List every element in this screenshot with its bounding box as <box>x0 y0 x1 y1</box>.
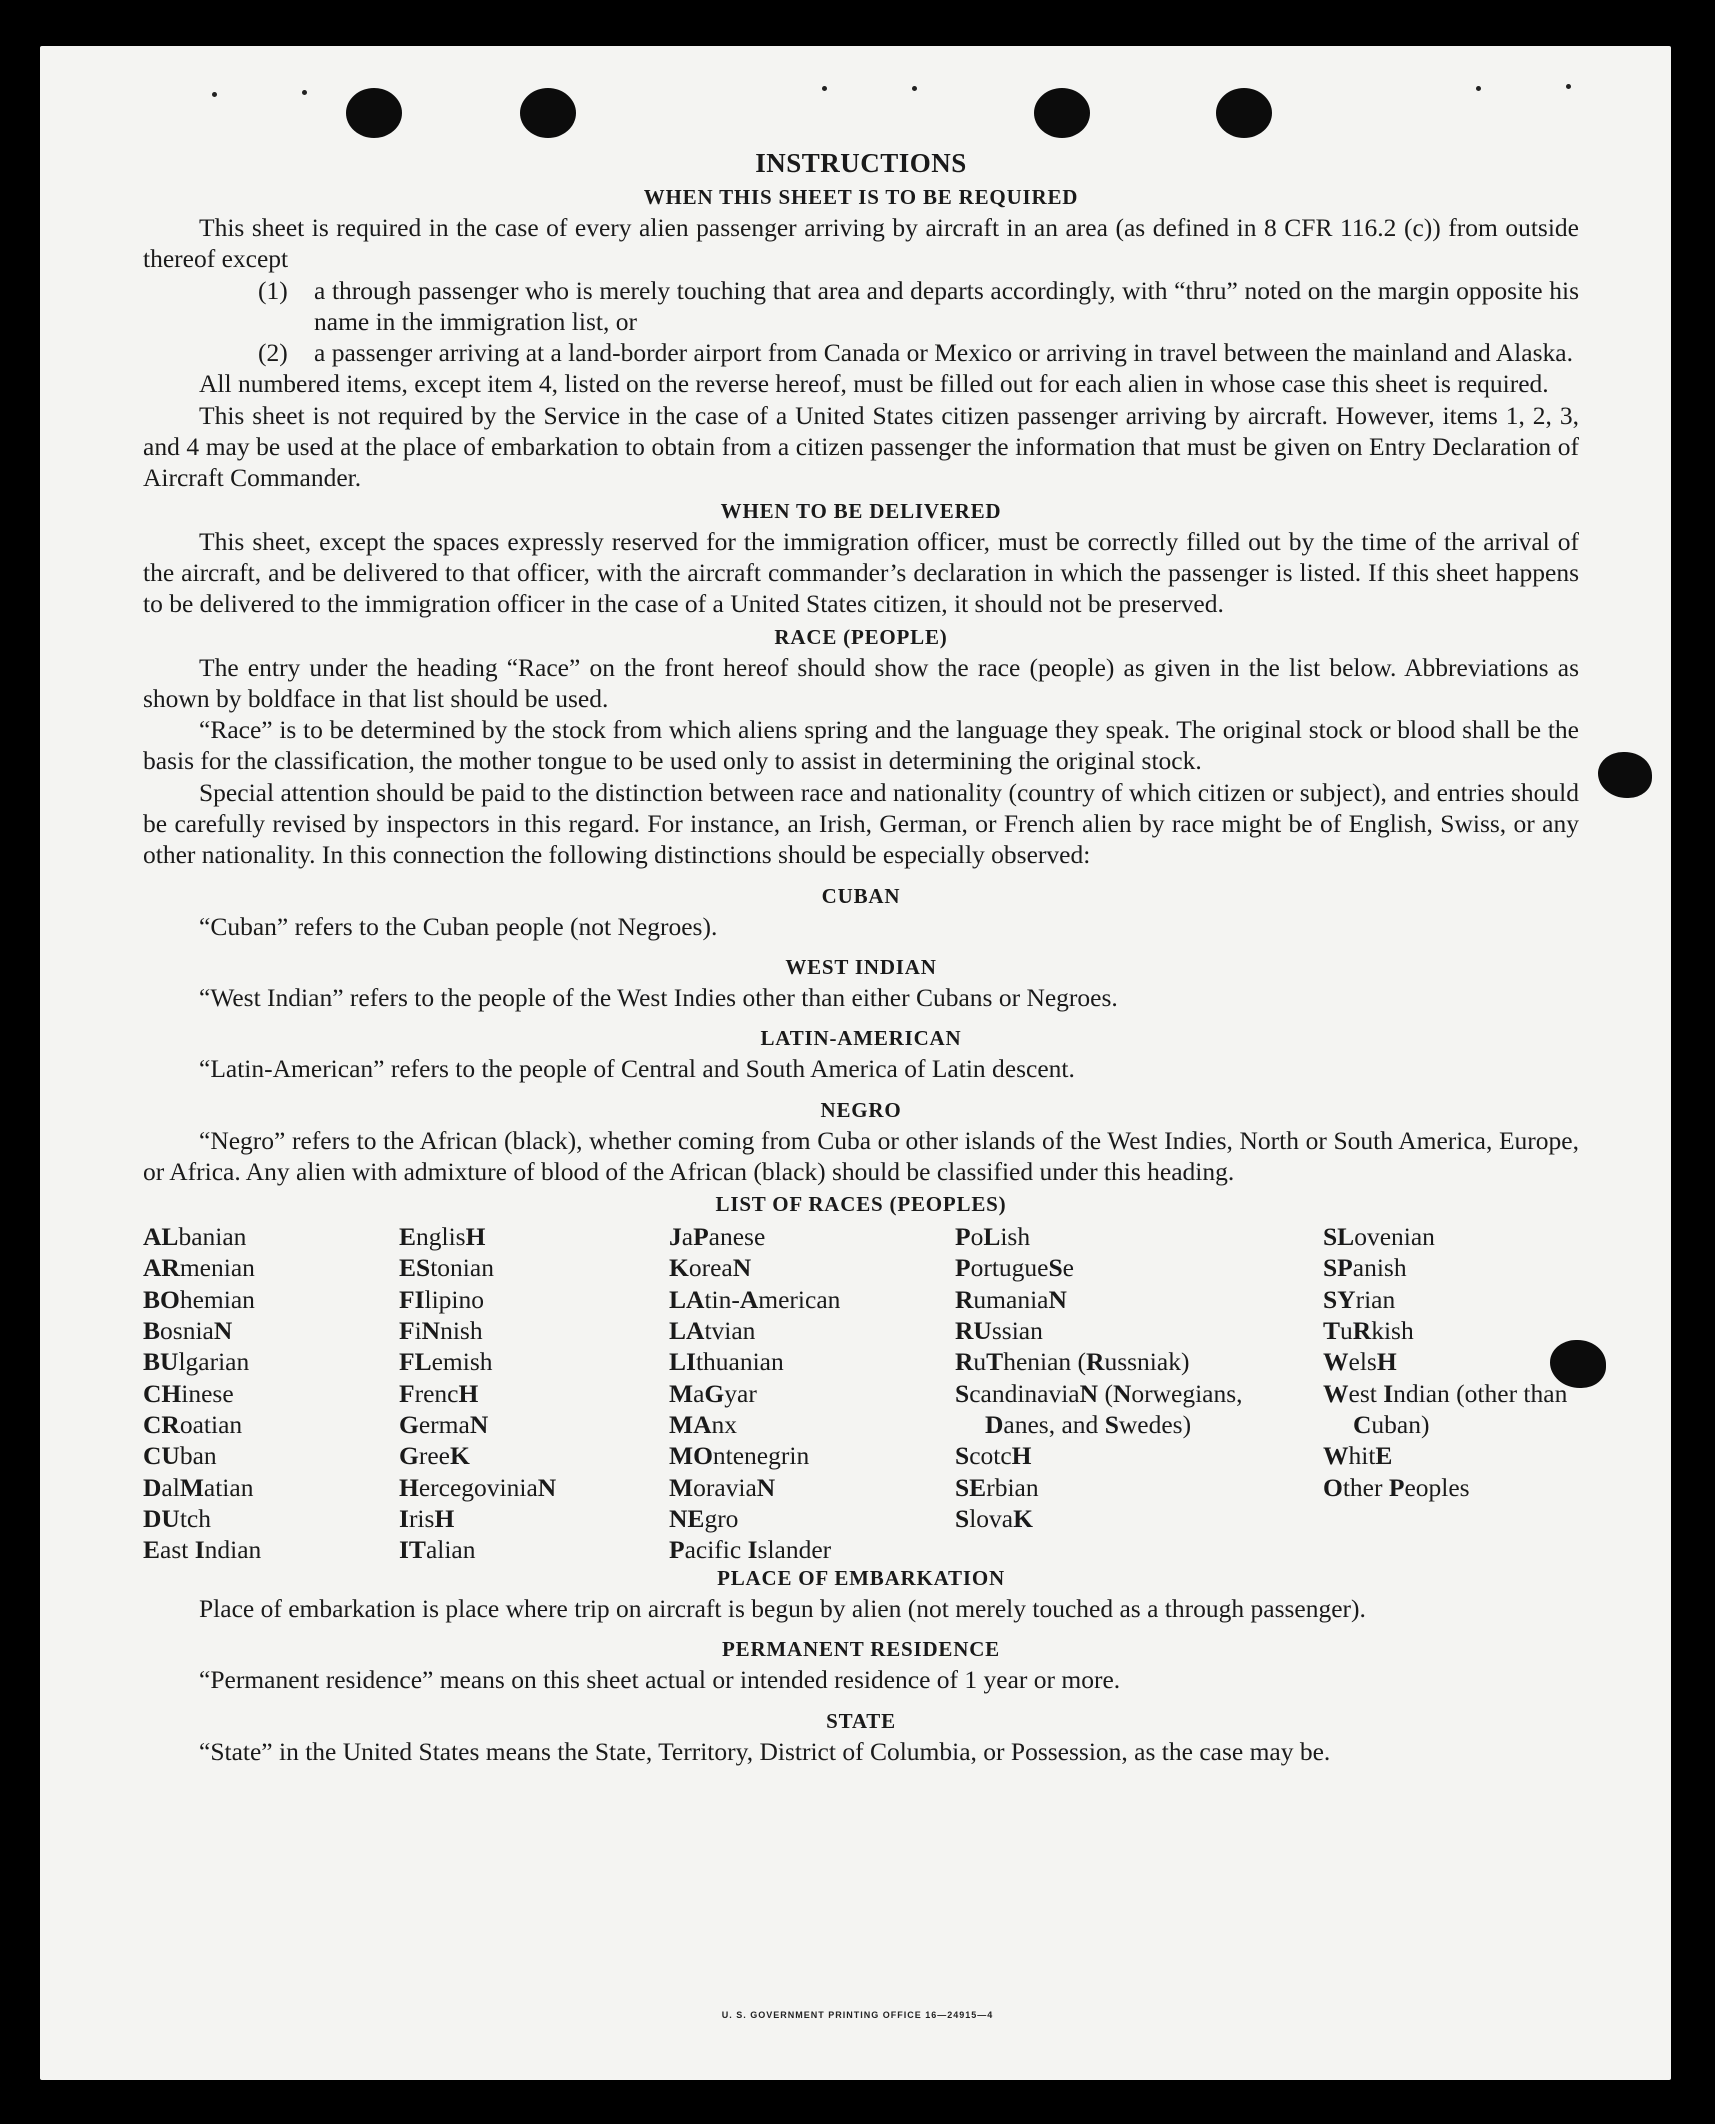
race-entry: ALbanian <box>143 1222 247 1252</box>
speck <box>1566 84 1571 89</box>
speck <box>822 86 827 91</box>
race-entry: ARmenian <box>143 1253 255 1283</box>
race-entry: RuThenian (Russniak) <box>955 1347 1190 1377</box>
race-entry: TuRkish <box>1323 1316 1414 1346</box>
page-title: INSTRUCTIONS <box>755 148 967 178</box>
speck <box>912 86 917 91</box>
punch-hole <box>1216 88 1272 138</box>
paragraph: The entry under the heading “Race” on the front hereof should show the race (people) as given in the list below. Abbreviations as shown by boldface in that list should be used. <box>143 652 1579 713</box>
race-entry: MoraviaN <box>669 1472 776 1502</box>
paragraph: All numbered items, except item 4, listed on the reverse hereof, must be filled out for each alien in whose case this sheet is required. <box>199 369 1549 399</box>
race-entry: LIthuanian <box>669 1347 784 1377</box>
race-entry: KoreaN <box>669 1253 752 1283</box>
race-column <box>955 1221 1255 1534</box>
instructions-content <box>143 146 1579 1767</box>
speck <box>1476 86 1481 91</box>
race-entry: SlovaK <box>955 1503 1033 1533</box>
race-entry: CRoatian <box>143 1409 243 1439</box>
section-heading-when-delivered: WHEN TO BE DELIVERED <box>720 498 1002 523</box>
race-entry: SPanish <box>1323 1253 1407 1283</box>
section-heading-cuban: CUBAN <box>821 883 901 908</box>
race-entry: West Indian (other than Cuban) <box>1323 1378 1568 1439</box>
paragraph: “Permanent residence” means on this sheet actual or intended residence of 1 year or more. <box>199 1665 1121 1695</box>
race-entry: SLovenian <box>1323 1222 1435 1252</box>
list-number: (1) <box>258 275 288 305</box>
race-entry: JaPanese <box>669 1222 766 1252</box>
paragraph: This sheet, except the spaces expressly reserved for the immigration officer, must be correctly filled out by the time of the arrival of the aircraft, and be delivered to that officer, with the aircraft commander’s declaration in which the passenger is listed. If this sheet happens to be delivered to the immigration officer in the case of a United States citizen, it should not be preserved. <box>143 526 1579 619</box>
race-entry: BOhemian <box>143 1284 255 1314</box>
list-item <box>143 337 1579 368</box>
race-entry: CHinese <box>143 1378 234 1408</box>
race-entry: MaGyar <box>669 1378 757 1408</box>
speck <box>302 90 307 95</box>
race-entry: ScotcH <box>955 1441 1032 1471</box>
race-entry: PoLish <box>955 1222 1031 1252</box>
paragraph: This sheet is not required by the Service in the case of a United States citizen passenger arriving by aircraft. However, items 1, 2, 3, and 4 may be used at the place of embarkation to obtain from a citizen passenger the information that must be given on Entry Declaration of Aircraft Commander. <box>143 400 1579 493</box>
race-entry: FIlipino <box>399 1284 485 1314</box>
race-entry: MOntenegrin <box>669 1441 810 1471</box>
paragraph: “Latin-American” refers to the people of Central and South America of Latin descent. <box>199 1054 1075 1084</box>
printing-office-footer: U. S. GOVERNMENT PRINTING OFFICE 16—24915—4 <box>721 2010 994 2020</box>
race-entry: DalMatian <box>143 1472 254 1502</box>
section-heading-race: RACE (PEOPLE) <box>774 624 948 649</box>
race-entry: BUlgarian <box>143 1347 250 1377</box>
list-item <box>143 275 1579 338</box>
section-heading-latin-american: LATIN-AMERICAN <box>760 1026 962 1051</box>
race-entry: PortugueSe <box>955 1253 1074 1283</box>
section-heading-list-of-races: LIST OF RACES (PEOPLES) <box>715 1192 1007 1217</box>
race-entry: ITalian <box>399 1535 476 1565</box>
paragraph: This sheet is required in the case of every alien passenger arriving by aircraft in an area (as defined in 8 CFR 116.2 (c)) from outside thereof except <box>143 213 1579 274</box>
punch-hole <box>520 88 576 138</box>
race-entry: FLemish <box>399 1347 493 1377</box>
race-entry: EStonian <box>399 1253 494 1283</box>
race-entry: GermaN <box>399 1409 489 1439</box>
race-column <box>669 1221 929 1565</box>
race-entry: HercegoviniaN <box>399 1472 557 1502</box>
section-heading-when-required: WHEN THIS SHEET IS TO BE REQUIRED <box>643 185 1079 209</box>
race-entry: MAnx <box>669 1409 737 1439</box>
race-entry: BosniaN <box>143 1316 233 1346</box>
race-entry: EnglisH <box>399 1222 486 1252</box>
race-entry: SYrian <box>1323 1284 1396 1314</box>
race-entry: RUssian <box>955 1316 1043 1346</box>
race-entry: DUtch <box>143 1503 211 1533</box>
race-entry: NEgro <box>669 1503 739 1533</box>
race-entry: Other Peoples <box>1323 1472 1470 1502</box>
paragraph: “State” in the United States means the State, Territory, District of Columbia, or Possession, as the case may be. <box>199 1736 1331 1766</box>
race-entry: IrisH <box>399 1503 455 1533</box>
paragraph: “Race” is to be determined by the stock from which aliens spring and the language they speak. The original stock or blood shall be the basis for the classification, the mother tongue to be used only to assist in determining the original stock. <box>143 715 1579 776</box>
speck <box>212 92 217 97</box>
race-column <box>143 1221 383 1565</box>
list-number: (2) <box>258 338 288 368</box>
ink-blot <box>1598 752 1652 798</box>
race-entry: RumaniaN <box>955 1284 1067 1314</box>
list-text: a passenger arriving at a land-border airport from Canada or Mexico or arriving in travel between the mainland and Alaska. <box>314 338 1573 368</box>
punch-hole <box>346 88 402 138</box>
section-heading-permanent-residence: PERMANENT RESIDENCE <box>722 1637 1000 1662</box>
paragraph: “West Indian” refers to the people of the West Indies other than either Cubans or Negroes. <box>199 982 1118 1012</box>
paragraph: Special attention should be paid to the distinction between race and nationality (country of which citizen or subject), and entries should be carefully revised by inspectors in this regard. For instance, an Irish, German, or French alien by race might be of English, Swiss, or any other nationality. In this connection the following distinctions should be especially observed: <box>143 777 1579 870</box>
race-entry: GreeK <box>399 1441 470 1471</box>
paragraph: Place of embarkation is place where trip on aircraft is begun by alien (not merely touched as a through passenger). <box>199 1594 1366 1624</box>
race-entry: LAtvian <box>669 1316 756 1346</box>
section-heading-negro: NEGRO <box>820 1097 902 1122</box>
race-list <box>143 1221 1579 1565</box>
section-heading-state: STATE <box>826 1708 896 1733</box>
section-heading-place-of-embarkation: PLACE OF EMBARKATION <box>717 1566 1005 1591</box>
race-entry: FrencH <box>399 1378 479 1408</box>
section-heading-west-indian: WEST INDIAN <box>785 954 937 979</box>
list-text: a through passenger who is merely touching that area and departs accordingly, with “thru” noted on the margin opposite his name in the immigration list, or <box>314 275 1579 336</box>
paragraph: “Cuban” refers to the Cuban people (not Negroes). <box>199 911 718 941</box>
race-entry: ScandinaviaN (Norwegians, Danes, and Swedes) <box>955 1378 1243 1439</box>
race-entry: LAtin-American <box>669 1284 841 1314</box>
race-entry: SErbian <box>955 1472 1039 1502</box>
race-column <box>399 1221 649 1565</box>
race-entry: WelsH <box>1323 1347 1397 1377</box>
race-entry: CUban <box>143 1441 217 1471</box>
punch-hole <box>1034 88 1090 138</box>
paragraph: “Negro” refers to the African (black), whether coming from Cuba or other islands of the West Indies, North or South America, Europe, or Africa. Any alien with admixture of blood of the African (black) should be classified under this heading. <box>143 1125 1579 1186</box>
race-entry: Pacific Islander <box>669 1535 832 1565</box>
race-entry: FiNnish <box>399 1316 483 1346</box>
race-entry: East Indian <box>143 1535 262 1565</box>
race-entry: WhitE <box>1323 1441 1393 1471</box>
race-column <box>1323 1221 1583 1503</box>
